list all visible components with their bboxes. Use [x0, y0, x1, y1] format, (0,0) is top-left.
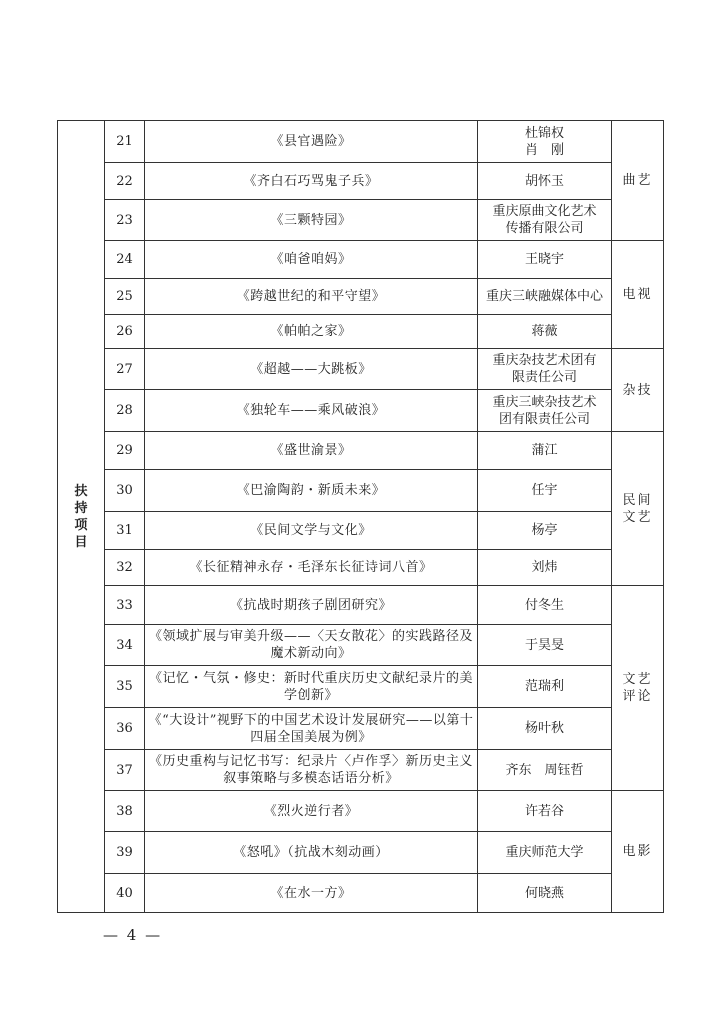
project-author: 蒋薇 [478, 315, 612, 349]
project-title: 《民间文学与文化》 [145, 512, 478, 550]
project-author: 胡怀玉 [478, 163, 612, 200]
project-author: 于昊旻 [478, 625, 612, 666]
project-author: 齐东 周钰哲 [478, 750, 612, 791]
page-number: — 4 — [103, 926, 163, 944]
project-title: 《盛世渝景》 [145, 432, 478, 470]
project-author: 重庆三峡融媒体中心 [478, 279, 612, 315]
project-title: 《帕帕之家》 [145, 315, 478, 349]
row-number: 24 [105, 241, 145, 279]
project-author: 重庆杂技艺术团有 限责任公司 [478, 349, 612, 390]
row-number: 37 [105, 750, 145, 791]
project-title: 《怒吼》（抗战木刻动画） [145, 832, 478, 874]
row-number: 28 [105, 390, 145, 432]
project-title: 《在水一方》 [145, 874, 478, 913]
project-author: 付冬生 [478, 586, 612, 625]
project-author: 重庆原曲文化艺术 传播有限公司 [478, 200, 612, 241]
project-author: 何晓燕 [478, 874, 612, 913]
project-title: 《“大设计”视野下的中国艺术设计发展研究——以第十四届全国美展为例》 [145, 708, 478, 750]
project-author: 重庆师范大学 [478, 832, 612, 874]
project-title: 《独轮车——乘风破浪》 [145, 390, 478, 432]
row-number: 25 [105, 279, 145, 315]
category-cell: 杂技 [612, 349, 664, 432]
project-table [57, 120, 664, 913]
row-number: 21 [105, 121, 145, 163]
row-number: 23 [105, 200, 145, 241]
project-author: 刘炜 [478, 550, 612, 586]
row-number: 35 [105, 666, 145, 708]
row-number: 39 [105, 832, 145, 874]
row-number: 32 [105, 550, 145, 586]
project-author: 任宇 [478, 470, 612, 512]
project-author: 王晓宇 [478, 241, 612, 279]
category-cell: 文艺 评论 [612, 586, 664, 791]
row-number: 29 [105, 432, 145, 470]
row-number: 22 [105, 163, 145, 200]
project-title: 《齐白石巧骂鬼子兵》 [145, 163, 478, 200]
project-title: 《三颗特园》 [145, 200, 478, 241]
category-cell: 电视 [612, 241, 664, 349]
project-title: 《抗战时期孩子剧团研究》 [145, 586, 478, 625]
row-number: 34 [105, 625, 145, 666]
project-author: 蒲江 [478, 432, 612, 470]
category-cell: 民间 文艺 [612, 432, 664, 586]
project-author: 许若谷 [478, 791, 612, 832]
project-title: 《咱爸咱妈》 [145, 241, 478, 279]
group-label-char: 项 [74, 517, 88, 533]
project-title: 《记忆・气氛・修史：新时代重庆历史文献纪录片的美学创新》 [145, 666, 478, 708]
project-title: 《县官遇险》 [145, 121, 478, 163]
project-author: 杨亭 [478, 512, 612, 550]
project-title: 《超越——大跳板》 [145, 349, 478, 390]
row-number: 31 [105, 512, 145, 550]
group-label-cell [58, 121, 105, 913]
project-title: 《长征精神永存・毛泽东长征诗词八首》 [145, 550, 478, 586]
group-label-char: 扶 [74, 483, 88, 499]
project-title: 《领域扩展与审美升级——〈天女散花〉的实践路径及魔术新动向》 [145, 625, 478, 666]
row-number: 38 [105, 791, 145, 832]
project-author: 范瑞利 [478, 666, 612, 708]
project-title: 《烈火逆行者》 [145, 791, 478, 832]
project-author: 重庆三峡杂技艺术 团有限责任公司 [478, 390, 612, 432]
project-title: 《巴渝陶韵・新质未来》 [145, 470, 478, 512]
row-number: 26 [105, 315, 145, 349]
group-label-char: 持 [74, 500, 88, 516]
row-number: 40 [105, 874, 145, 913]
row-number: 27 [105, 349, 145, 390]
row-number: 30 [105, 470, 145, 512]
category-cell: 曲艺 [612, 121, 664, 241]
project-author: 杨叶秋 [478, 708, 612, 750]
row-number: 36 [105, 708, 145, 750]
category-cell: 电影 [612, 791, 664, 913]
row-number: 33 [105, 586, 145, 625]
project-title: 《跨越世纪的和平守望》 [145, 279, 478, 315]
group-label-char: 目 [74, 534, 88, 550]
project-title: 《历史重构与记忆书写：纪录片〈卢作孚〉新历史主义叙事策略与多模态话语分析》 [145, 750, 478, 791]
project-author: 杜锦权 肖 刚 [478, 121, 612, 163]
